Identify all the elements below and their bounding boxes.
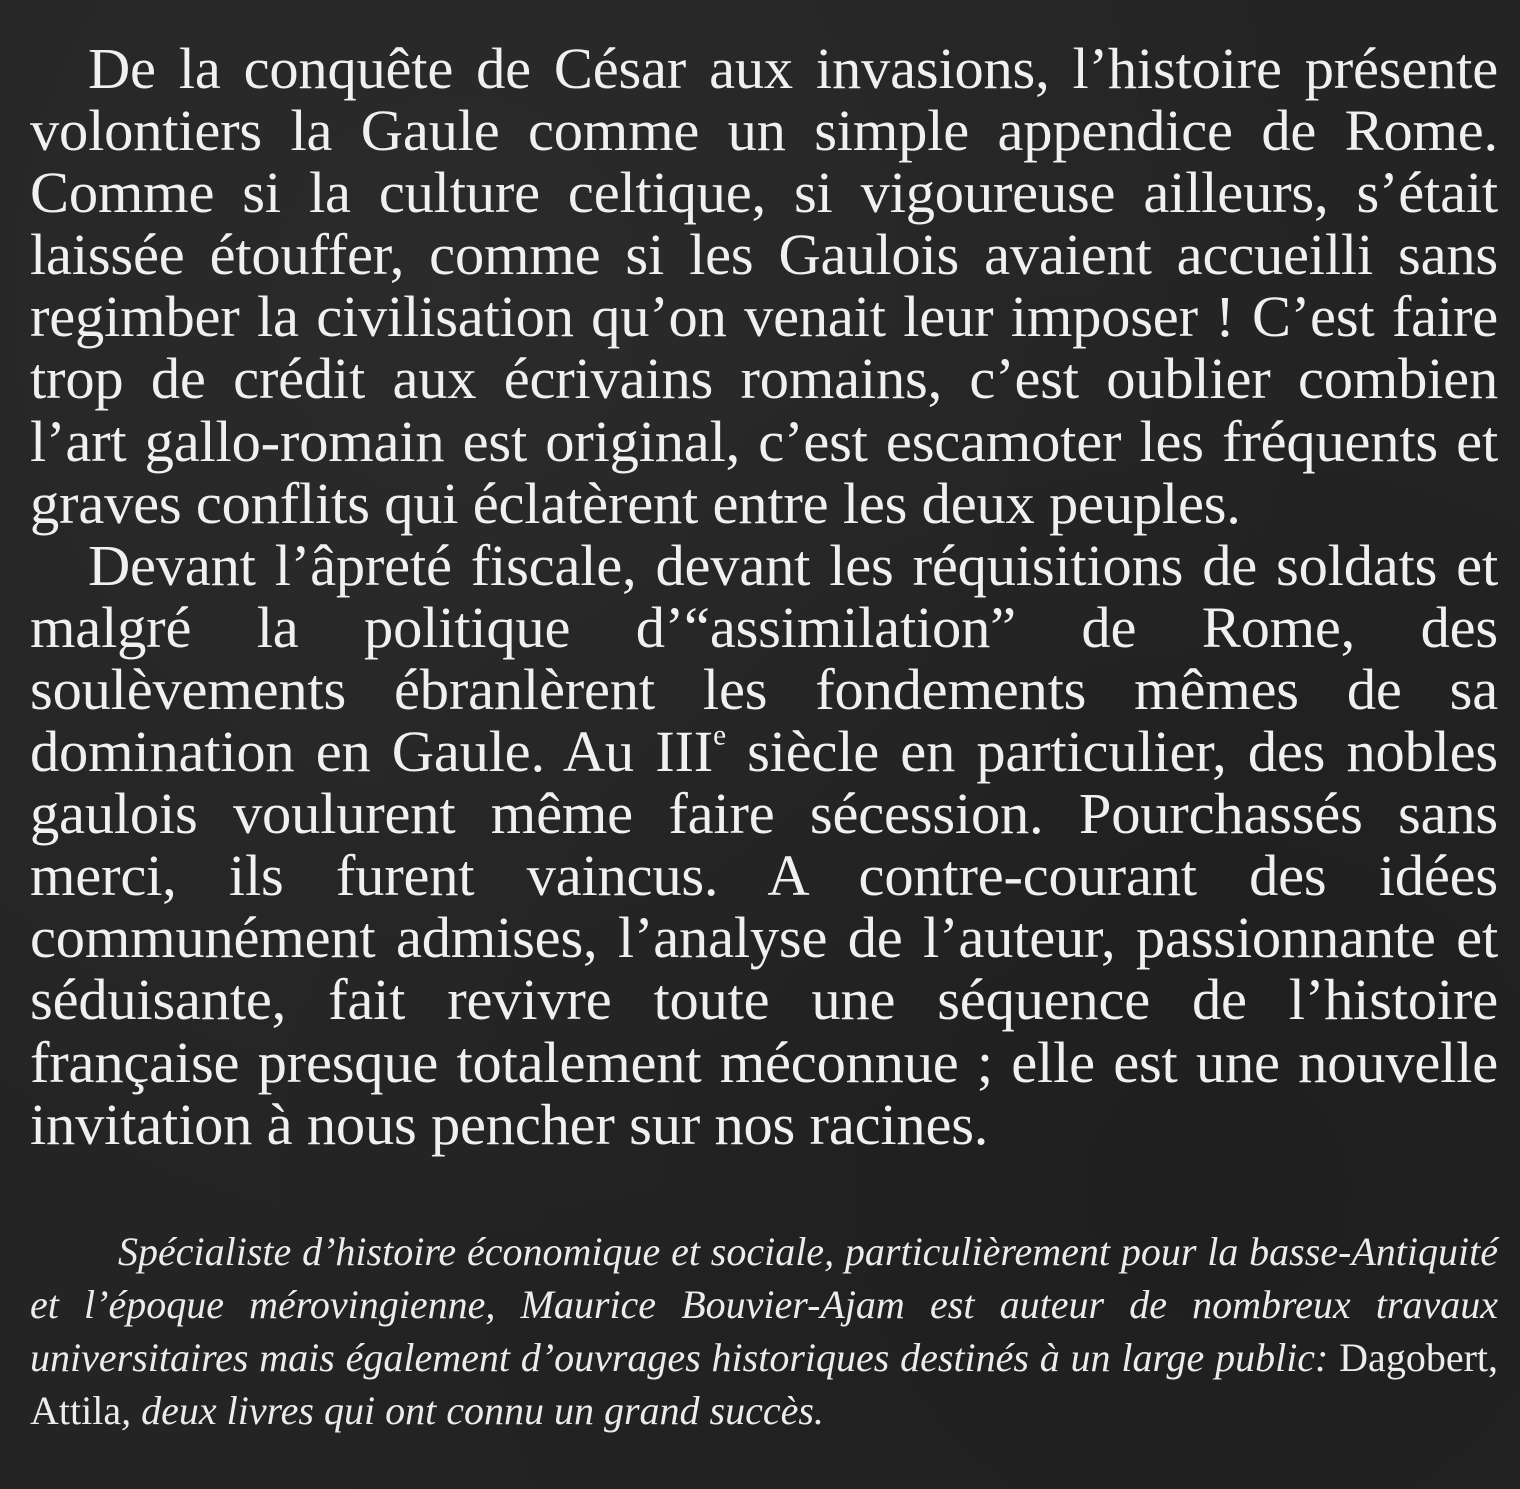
paragraph-2: [30, 532, 1498, 1157]
book-title-attila: Attila: [30, 1388, 122, 1433]
title-separator: ,: [1488, 1335, 1498, 1380]
paragraph-1: [30, 38, 1498, 535]
paragraph-2-text-start: Devant l’âpreté fiscale, devant les réquisitions de soldats et malgré la politique d’“assimilation” de Rome, des soulèvements ébranlèrent les fondements mêmes de sa domination en Gaule. Au III: [30, 532, 1498, 785]
author-bio: [30, 1225, 1498, 1437]
book-title-dagobert: Dagobert: [1339, 1335, 1488, 1380]
author-bio-text: Spécialiste d’histoire économique et sociale, particulièrement pour la basse-Antiquité et l’époque mérovingienne, Maurice Bouvier-Ajam est auteur de nombreux travaux universitaires mais également d’ouvrages historiques destinés à un large public:: [30, 1229, 1498, 1380]
summary-text: [30, 38, 1498, 1156]
paragraph-2-text-end: siècle en particulier, des nobles gaulois voulurent même faire sécession. Pourchassés sans merci, ils furent vaincus. A contre-courant des idées communément admises, l’analyse de l’auteur, passionnante et séduisante, fait revivre toute une séquence de l’histoire française presque totalement méconnue ; elle est une nouvelle invitation à nous pencher sur nos racines.: [30, 719, 1498, 1157]
author-bio-text-end: , deux livres qui ont connu un grand succès.: [121, 1388, 824, 1433]
paragraph-1-text: De la conquête de César aux invasions, l’histoire présente volontiers la Gaule comme un simple appendice de Rome. Comme si la culture celtique, si vigoureuse ailleurs, s’était laissée étouffer, comme si les Gaulois avaient accueilli sans regimber la civilisation qu’on venait leur imposer ! C’est faire trop de crédit aux écrivains romains, c’est oublier combien l’art gallo-romain est original, c’est escamoter les fréquents et graves conflits qui éclatèrent entre les deux peuples.: [30, 36, 1498, 536]
century-superscript: e: [713, 719, 726, 752]
